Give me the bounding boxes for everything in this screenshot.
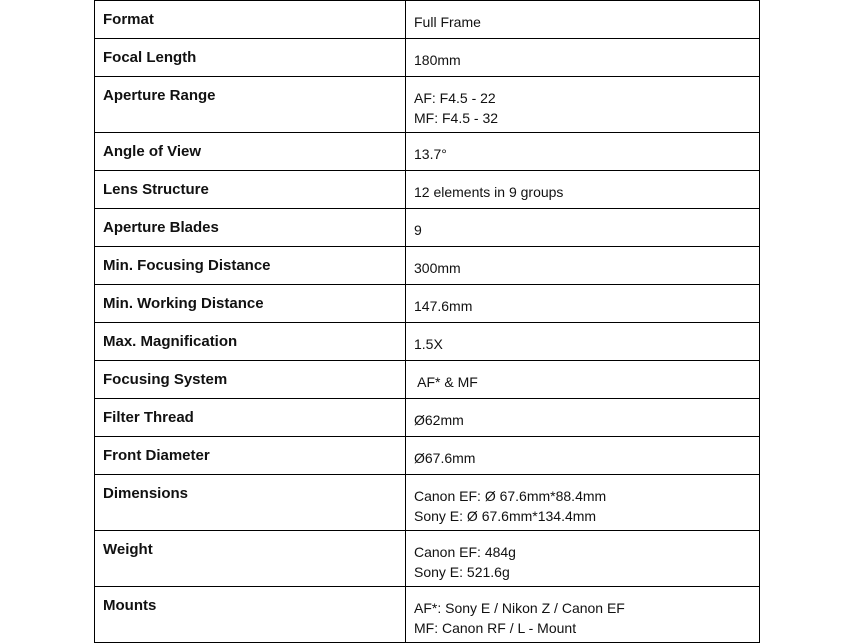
spec-label-text: Front Diameter [103, 447, 210, 464]
spec-value-line: AF: F4.5 - 22 [414, 90, 496, 106]
spec-row-filter-thread [95, 399, 760, 437]
spec-table-body [95, 1, 760, 643]
spec-value [406, 209, 760, 247]
spec-label-text: Weight [103, 541, 153, 558]
spec-value [406, 247, 760, 285]
spec-label-text: Focusing System [103, 371, 228, 388]
spec-row-lens-structure [95, 171, 760, 209]
spec-value [406, 361, 760, 399]
spec-row-front-diameter [95, 437, 760, 475]
spec-label-text: Aperture Range [103, 87, 216, 104]
spec-value [406, 77, 760, 133]
spec-value [406, 171, 760, 209]
spec-label [95, 323, 406, 361]
spec-value-line: 12 elements in 9 groups [414, 184, 564, 200]
spec-label [95, 361, 406, 399]
spec-value-line: MF: Canon RF / L - Mount [414, 620, 577, 636]
spec-label-text: Dimensions [103, 485, 189, 502]
spec-value-line: AF*: Sony E / Nikon Z / Canon EF [414, 600, 625, 616]
spec-label [95, 531, 406, 587]
spec-label [95, 133, 406, 171]
spec-label [95, 171, 406, 209]
spec-label-text: Min. Working Distance [103, 295, 264, 312]
spec-label [95, 587, 406, 643]
spec-value-line: Full Frame [414, 14, 481, 30]
spec-value [406, 475, 760, 531]
spec-row-focal-length [95, 39, 760, 77]
spec-value-line: 1.5X [414, 336, 443, 352]
spec-value-line: Sony E: 521.6g [414, 564, 510, 580]
spec-label [95, 475, 406, 531]
spec-label-text: Aperture Blades [103, 219, 219, 236]
spec-value [406, 437, 760, 475]
lens-spec-table [94, 0, 760, 643]
spec-label [95, 437, 406, 475]
spec-label-text: Focal Length [103, 49, 197, 66]
spec-value-line: Canon EF: 484g [414, 544, 516, 560]
spec-row-angle-of-view [95, 133, 760, 171]
spec-value-line: Sony E: Ø 67.6mm*134.4mm [414, 508, 597, 524]
spec-row-min-focusing-distance [95, 247, 760, 285]
spec-row-min-working-distance [95, 285, 760, 323]
spec-value-line: 300mm [414, 260, 461, 276]
spec-value-line: Ø62mm [414, 412, 464, 428]
spec-value [406, 285, 760, 323]
spec-label [95, 247, 406, 285]
spec-value-line: Canon EF: Ø 67.6mm*88.4mm [414, 488, 607, 504]
spec-value-line: Ø67.6mm [414, 450, 476, 466]
spec-value [406, 399, 760, 437]
spec-value-line: 13.7° [414, 146, 447, 162]
spec-value [406, 323, 760, 361]
spec-label [95, 209, 406, 247]
spec-row-focusing-system [95, 361, 760, 399]
spec-label-text: Angle of View [103, 143, 202, 160]
spec-value-line: MF: F4.5 - 32 [414, 110, 499, 126]
spec-label-text: Filter Thread [103, 409, 194, 426]
spec-value-line: 9 [414, 222, 422, 238]
spec-row-format [95, 1, 760, 39]
spec-label [95, 399, 406, 437]
spec-value-line: AF* & MF [414, 374, 478, 390]
spec-value [406, 1, 760, 39]
spec-value-line: 147.6mm [414, 298, 473, 314]
spec-row-weight [95, 531, 760, 587]
spec-row-dimensions [95, 475, 760, 531]
spec-label [95, 39, 406, 77]
spec-label-text: Lens Structure [103, 181, 209, 198]
spec-value [406, 133, 760, 171]
spec-value [406, 531, 760, 587]
spec-value [406, 587, 760, 643]
spec-row-mounts [95, 587, 760, 643]
spec-label-text: Max. Magnification [103, 333, 238, 350]
spec-label-text: Min. Focusing Distance [103, 257, 271, 274]
spec-value-line: 180mm [414, 52, 461, 68]
spec-label-text: Format [103, 11, 154, 28]
spec-value [406, 39, 760, 77]
spec-row-aperture-range [95, 77, 760, 133]
spec-label-text: Mounts [103, 597, 157, 614]
spec-row-max-magnification [95, 323, 760, 361]
spec-label [95, 285, 406, 323]
spec-row-aperture-blades [95, 209, 760, 247]
spec-label [95, 77, 406, 133]
spec-label [95, 1, 406, 39]
